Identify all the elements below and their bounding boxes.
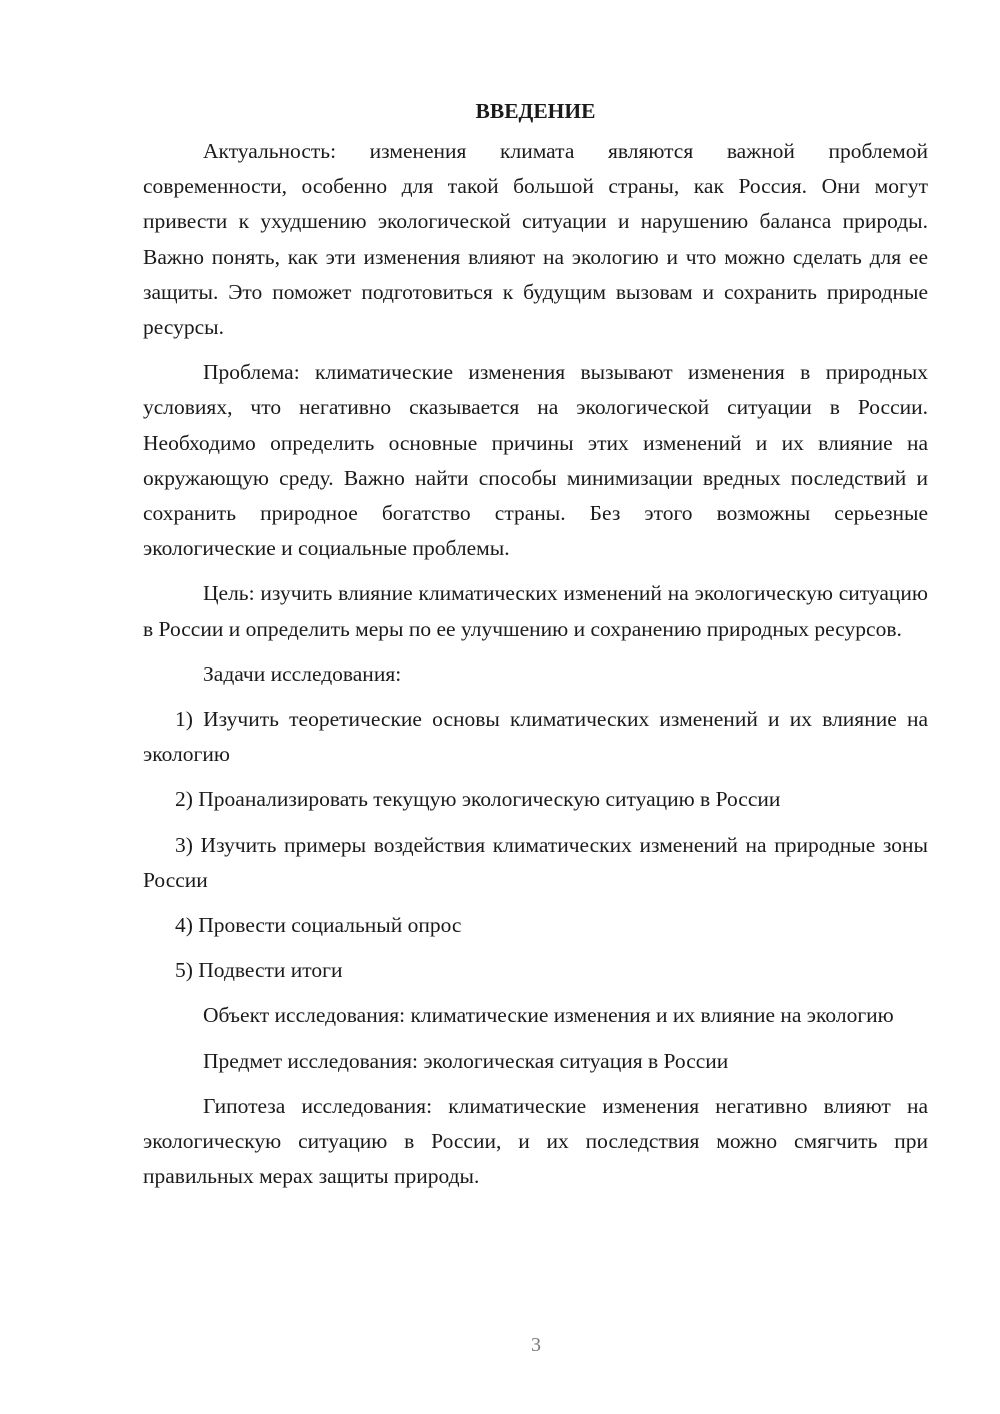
tasks-title: Задачи исследования: [203, 661, 402, 686]
task-item: 1) Изучить теоретические основы климатических изменений и их влияние на экологию [143, 707, 928, 767]
task-item: 3) Изучить примеры воздействия климатических изменений на природные зоны России [143, 832, 928, 892]
document-page [143, 96, 928, 1204]
object-paragraph: Объект исследования: климатические изменения и их влияние на экологию [203, 1003, 894, 1028]
page-number: 3 [531, 1334, 541, 1356]
goal-paragraph: Цель: изучить влияние климатических изменений на экологическую ситуацию в России и определить меры по ее улучшению и сохранению природных ресурсов. [143, 581, 928, 641]
subject-paragraph: Предмет исследования: экологическая ситуация в России [203, 1048, 729, 1073]
hypothesis-paragraph: Гипотеза исследования: климатические изменения негативно влияют на экологическую ситуацию в России, и их последствия можно смягчить при правильных мерах защиты природы. [143, 1093, 928, 1189]
page-title: ВВЕДЕНИЕ [475, 99, 596, 123]
task-item: 4) Провести социальный опрос [175, 913, 462, 938]
problem-paragraph: Проблема: климатические изменения вызывают изменения в природных условиях, что негативно сказывается на экологической ситуации в России. Необходимо определить основные причины этих изменений и их влияние на окружающую среду. Важно найти способы минимизации вредных последствий и сохранить природное богатство страны. Без этого возможны серьезные экологические и социальные проблемы. [143, 360, 928, 561]
relevance-paragraph: Актуальность: изменения климата являются важной проблемой современности, особенно для такой большой страны, как Россия. Они могут привести к ухудшению экологической ситуации и нарушению баланса природы. Важно понять, как эти изменения влияют на экологию и что можно сделать для ее защиты. Это поможет подготовиться к будущим вызовам и сохранить природные ресурсы. [143, 139, 928, 340]
task-item: 2) Проанализировать текущую экологическую ситуацию в России [175, 787, 781, 812]
task-item: 5) Подвести итоги [175, 958, 343, 983]
